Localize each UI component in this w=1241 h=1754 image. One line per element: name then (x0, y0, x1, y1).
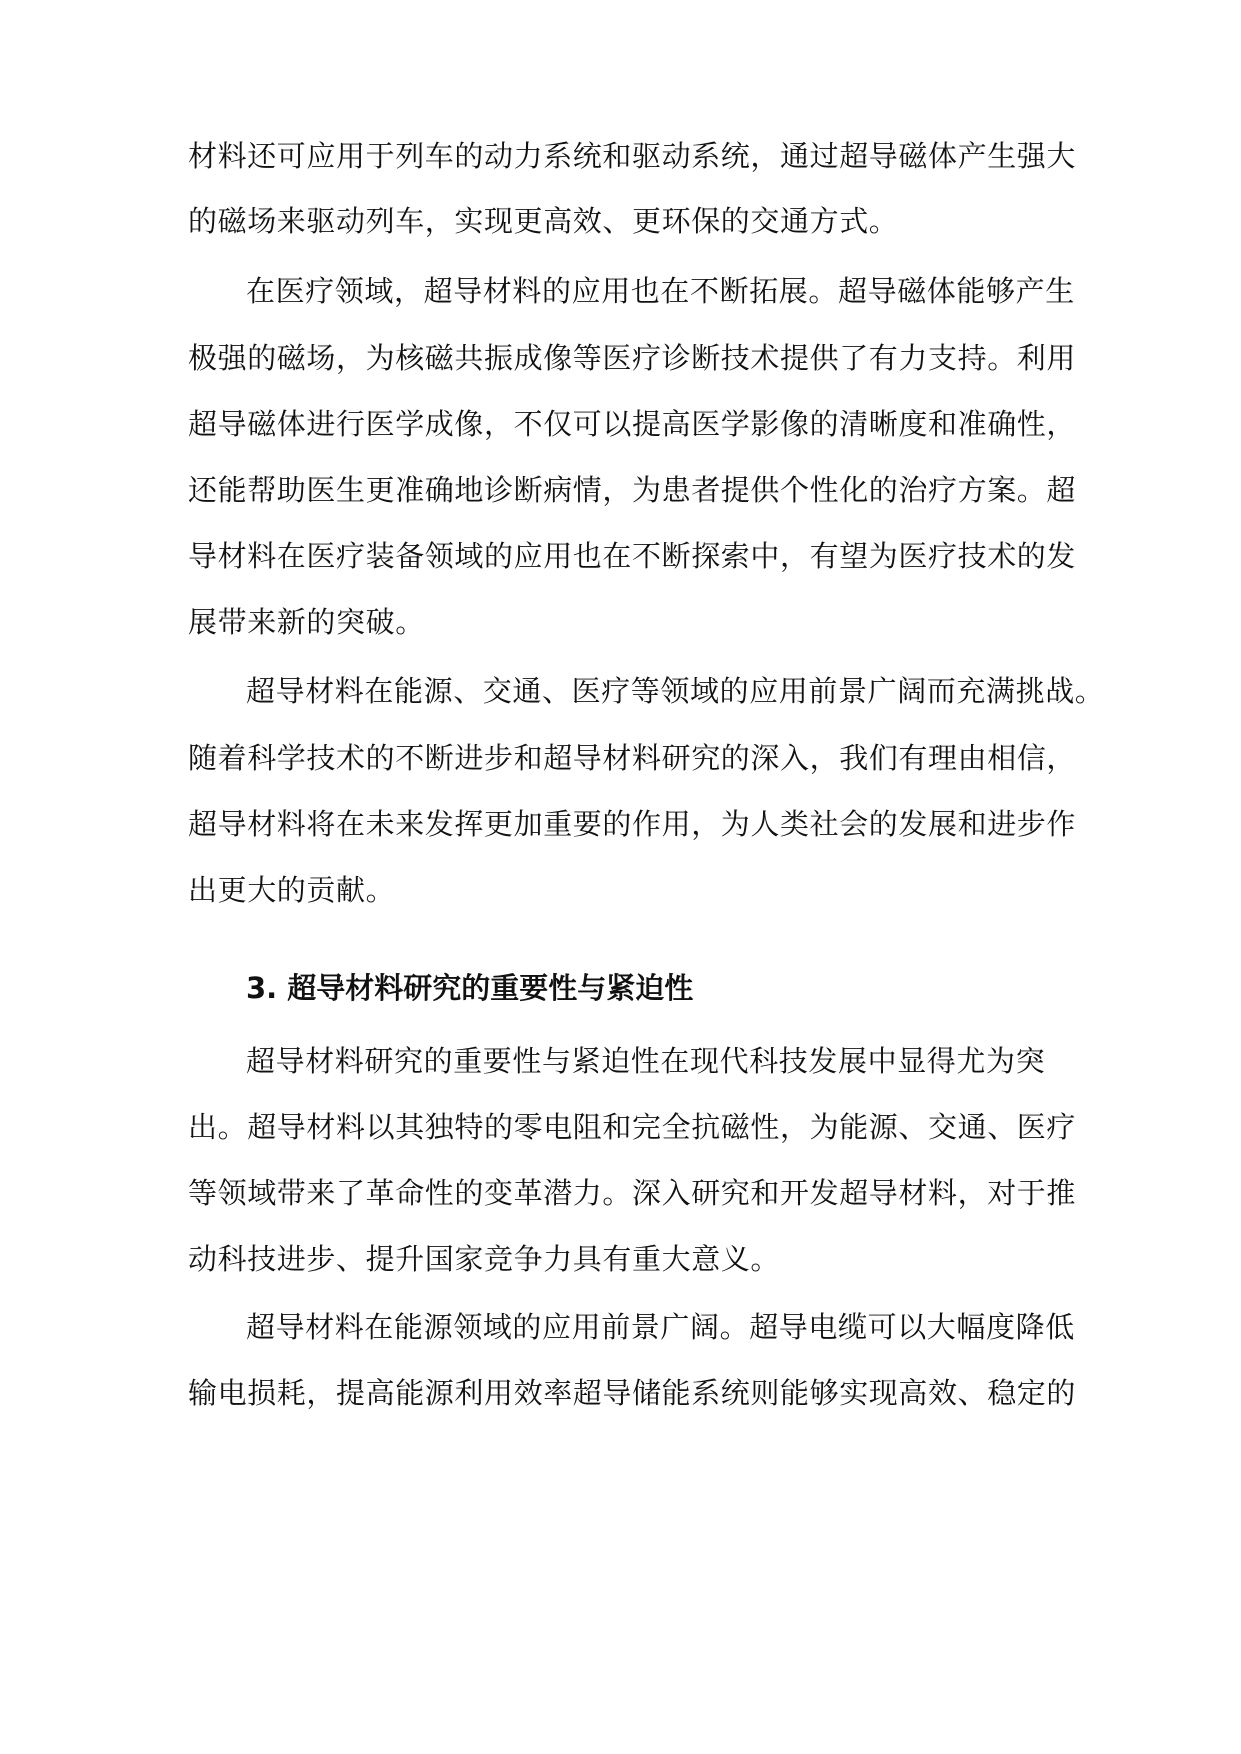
paragraph-line: 超导材料在能源、交通、医疗等领域的应用前景广阔而充满挑战。 (246, 674, 1105, 708)
paragraph-line: 出。超导材料以其独特的零电阻和完全抗磁性，为能源、交通、医疗 (188, 1110, 1077, 1144)
paragraph-line: 超导材料研究的重要性与紧迫性在现代科技发展中显得尤为突 (246, 1044, 1046, 1078)
paragraph-line: 超导材料在能源领域的应用前景广阔。超导电缆可以大幅度降低 (246, 1310, 1075, 1344)
paragraph-line: 导材料在医疗装备领域的应用也在不断探索中，有望为医疗技术的发 (188, 539, 1077, 573)
paragraph-line: 动科技进步、提升国家竞争力具有重大意义。 (188, 1242, 781, 1276)
paragraph-line: 随着科学技术的不断进步和超导材料研究的深入，我们有理由相信， (188, 741, 1077, 775)
paragraph-line: 的磁场来驱动列车，实现更高效、更环保的交通方式。 (188, 204, 899, 238)
paragraph-line: 输电损耗，提高能源利用效率超导储能系统则能够实现高效、稳定的 (188, 1376, 1077, 1410)
paragraph-line: 等领域带来了革命性的变革潜力。深入研究和开发超导材料，对于推 (188, 1176, 1077, 1210)
paragraph-line: 材料还可应用于列车的动力系统和驱动系统，通过超导磁体产生强大 (188, 139, 1077, 173)
paragraph-line: 超导材料将在未来发挥更加重要的作用，为人类社会的发展和进步作 (188, 807, 1077, 841)
paragraph-line: 在医疗领域，超导材料的应用也在不断拓展。超导磁体能够产生 (246, 274, 1075, 308)
section-heading: 3. 超导材料研究的重要性与紧迫性 (246, 971, 694, 1005)
paragraph-line: 极强的磁场，为核磁共振成像等医疗诊断技术提供了有力支持。利用 (188, 341, 1077, 375)
paragraph-line: 超导磁体进行医学成像，不仅可以提高医学影像的清晰度和准确性， (188, 407, 1077, 441)
paragraph-line: 还能帮助医生更准确地诊断病情，为患者提供个性化的治疗方案。超 (188, 473, 1077, 507)
paragraph-line: 展带来新的突破。 (188, 605, 425, 639)
paragraph-line: 出更大的贡献。 (188, 873, 396, 907)
